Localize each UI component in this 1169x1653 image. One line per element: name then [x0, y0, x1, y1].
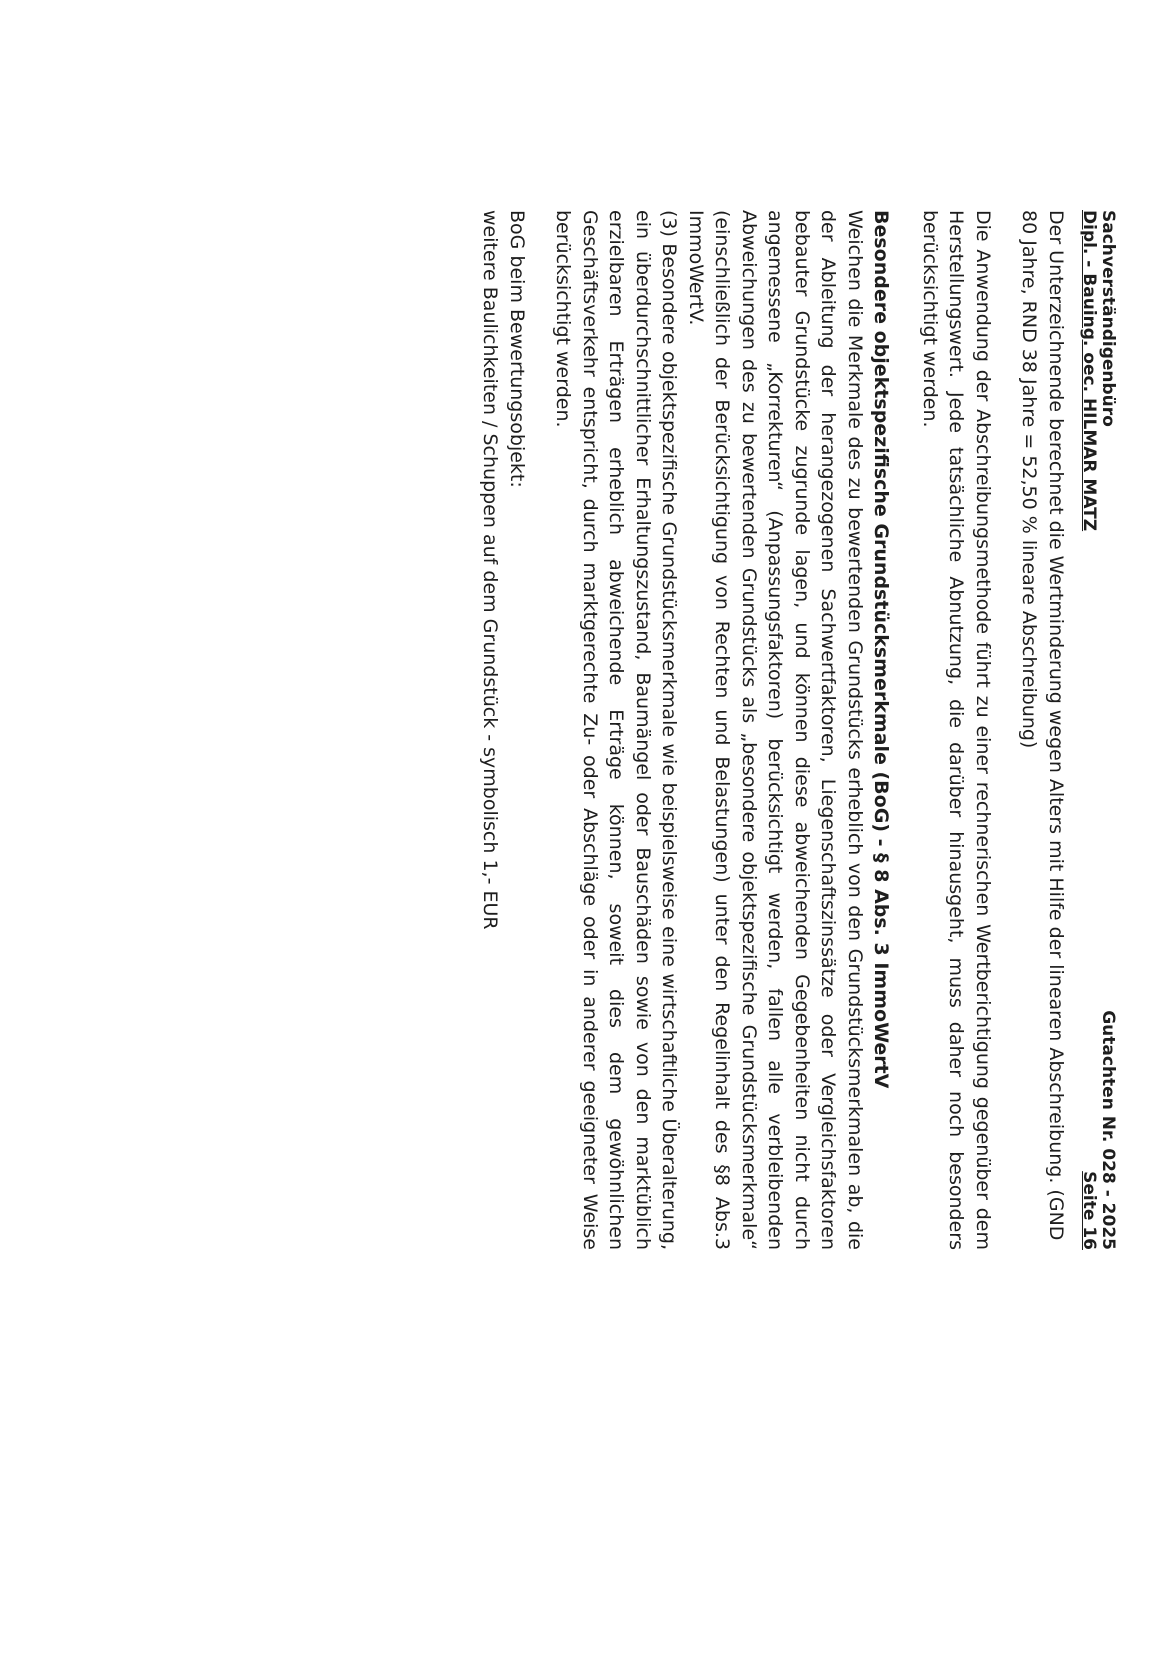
section-heading: Besondere objektspezifische Grundstücksmerkmale (BoG) - § 8 Abs. 3 ImmoWertV — [870, 210, 893, 1089]
depreciation-paragraph: Der Unterzeichnende berechnet die Wertminderung wegen Alters mit Hilfe der linearen Abschreibung. (GND 80 Jahre, RND 38 Jahre = 52,50 % lineare Abschreibung) — [1018, 210, 1067, 1241]
page-header — [1079, 210, 1117, 1250]
characteristics-paragraph: Weichen die Merkmale des zu bewertenden Grundstücks erheblich von den Grundstücksmerkmalen ab, die der Ableitung der herangezogenen Sachwertfaktoren, Liegenschaftszinssätze oder Vergleichsfaktoren bebauter Grundstücke zugrunde lagen, und können diese abweichenden Gegebenheiten nicht durch angemessene „Korrekturen“ (Anpassungsfaktoren) berücksichtigt werden, fallen alle verbleibenden Abweichungen des zu bewertenden Grundstücks als „besondere objektspezifische Grundstücksmerkmale“ (einschließlich der Berücksichtigung von Rechten und Belastungen) unter den Regelinhalt des §8 Abs.3 ImmoWertV. — [685, 210, 866, 1250]
page-body — [477, 210, 1069, 1250]
bog-item: weitere Baulichkeiten / Schuppen auf dem Grundstück - symbolisch 1,- EUR — [479, 210, 502, 930]
office-name: Sachverständigenbüro — [1098, 210, 1118, 427]
page-number: Seite 16 — [1079, 1171, 1099, 1250]
author-name: Dipl. - Bauing. oec. HILMAR MATZ — [1079, 210, 1099, 532]
report-number: Gutachten Nr. 028 - 2025 — [1098, 1010, 1118, 1250]
legal-quote-paragraph: (3) Besondere objektspezifische Grundstücksmerkmale wie beispielsweise eine wirtschaftliche Überalterung, ein überdurchschnittlicher Erhaltungszustand, Baumängel oder Bauschäden sowie von den marktüblich erzielbaren Erträgen erheblich abweichende Erträge können, soweit dies dem gewöhnlichen Geschäftsverkehr entspricht, durch marktgerechte Zu- oder Abschläge oder in anderer geeigneter Weise berücksichtigt werden. — [552, 210, 681, 1250]
method-paragraph: Die Anwendung der Abschreibungsmethode führt zu einer rechnerischen Wertberichtigung gegenüber dem Herstellungswert. Jede tatsächliche Abnutzung, die darüber hinausgeht, muss daher noch besonders berücksichtigt werden. — [919, 210, 994, 1250]
bog-label: BoG beim Bewertungsobjekt: — [506, 210, 528, 488]
